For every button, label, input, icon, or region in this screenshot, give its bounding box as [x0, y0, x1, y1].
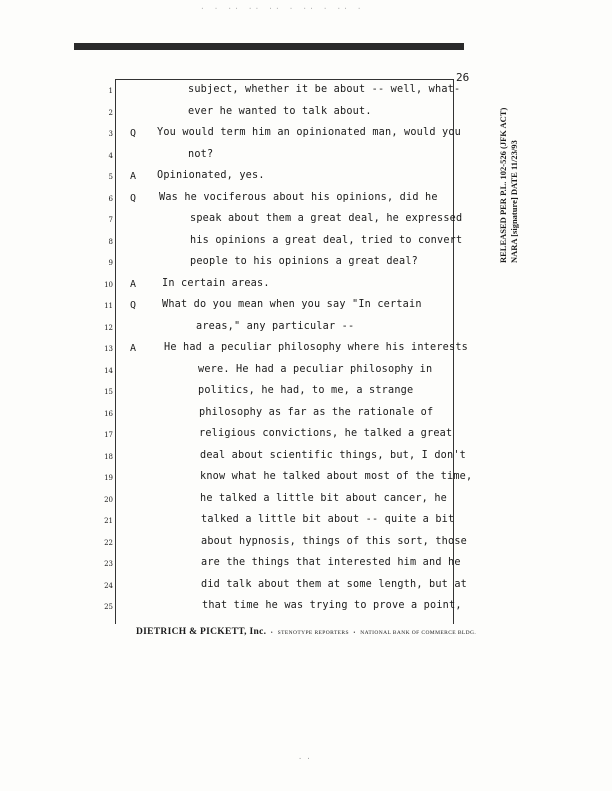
- line-number: 17: [104, 431, 113, 439]
- line-number: 8: [108, 237, 113, 246]
- line-text: he talked a little bit about cancer, he: [200, 492, 448, 504]
- line-text: In certain areas.: [162, 277, 270, 289]
- line-number: 2: [108, 108, 113, 117]
- stamp-line-1: RELEASED PER P.L. 102-526 (JFK ACT): [498, 107, 508, 263]
- footer-bullet-1: •: [270, 630, 274, 636]
- page-number: 26: [456, 71, 470, 84]
- line-number: 22: [104, 538, 113, 547]
- transcript-line: [0, 577, 612, 597]
- line-number: 16: [104, 409, 113, 418]
- footer-reporters: STENOTYPE REPORTERS: [277, 630, 349, 636]
- line-text: talked a little bit about -- quite a bit: [201, 514, 455, 525]
- transcript-line: [0, 362, 612, 382]
- line-text: Was he vociferous about his opinions, did he: [159, 191, 438, 203]
- line-text: people to his opinions a great deal?: [190, 256, 419, 267]
- speaker-label: Q: [130, 300, 137, 311]
- line-number: 10: [104, 280, 113, 289]
- line-text: did talk about them at some length, but at: [201, 578, 468, 590]
- speaker-label: Q: [130, 128, 137, 139]
- speaker-label: Q: [130, 192, 137, 204]
- line-number: 9: [108, 259, 113, 267]
- line-number: 14: [104, 366, 113, 375]
- line-number: 3: [108, 130, 113, 138]
- transcript-line: [0, 534, 612, 554]
- transcript-line: [0, 598, 612, 618]
- bottom-marks: · ·: [298, 755, 311, 763]
- transcript-line: [0, 448, 612, 468]
- line-text: Opinionated, yes.: [157, 170, 265, 181]
- line-number: 18: [104, 452, 113, 461]
- line-text: areas," any particular --: [196, 320, 355, 332]
- firm-name: DIETRICH & PICKETT, Inc.: [136, 627, 267, 637]
- footer-bullet-2: •: [353, 630, 356, 636]
- line-number: 5: [108, 173, 113, 181]
- transcript-line: [0, 512, 612, 532]
- line-number: 13: [104, 345, 113, 353]
- stamp-line-2: NARA [signature] DATE 11/23/93: [509, 140, 519, 263]
- line-text: subject, whether it be about -- well, what-: [188, 84, 461, 95]
- line-text: know what he talked about most of the time,: [200, 471, 473, 482]
- line-number: 11: [104, 302, 113, 310]
- line-number: 25: [104, 603, 113, 611]
- line-number: 15: [104, 388, 113, 396]
- line-text: were. He had a peculiar philosophy in: [198, 363, 433, 375]
- line-text: You would term him an opinionated man, would you: [157, 127, 462, 138]
- transcript-line: [0, 340, 612, 360]
- line-number: 23: [104, 560, 113, 568]
- line-number: 6: [108, 194, 113, 203]
- line-text: politics, he had, to me, a strange: [198, 385, 414, 396]
- line-text: about hypnosis, things of this sort, those: [201, 535, 468, 547]
- line-number: 1: [108, 87, 113, 95]
- speaker-label: A: [130, 343, 137, 354]
- top-smudge: · · ·· ·· ·· · ·· · ·· ·: [200, 4, 364, 13]
- line-text: He had a peculiar philosophy where his interests: [164, 342, 469, 353]
- line-text: What do you mean when you say "In certain: [162, 299, 422, 310]
- transcript-line: [0, 383, 612, 403]
- line-text: religious convictions, he talked a great: [199, 428, 453, 439]
- line-number: 20: [104, 495, 113, 504]
- transcript-line: [0, 297, 612, 317]
- line-text: that time he was trying to prove a point,: [202, 600, 462, 611]
- line-number: 7: [108, 216, 113, 224]
- transcript-line: [0, 491, 612, 511]
- transcript-line: [0, 405, 612, 425]
- line-text: are the things that interested him and he: [201, 557, 461, 568]
- transcript-line: [0, 319, 612, 339]
- release-stamp: [498, 68, 528, 278]
- transcript-line: [0, 276, 612, 296]
- speaker-label: A: [130, 171, 137, 182]
- line-text: ever he wanted to talk about.: [188, 105, 372, 117]
- footer-bank: NATIONAL BANK OF COMMERCE BLDG.: [360, 630, 477, 636]
- reporter-footer: [136, 626, 476, 637]
- line-text: not?: [188, 148, 214, 160]
- line-number: 12: [104, 323, 113, 332]
- line-text: deal about scientific things, but, I don't: [200, 449, 467, 461]
- line-text: his opinions a great deal, tried to convert: [190, 234, 463, 246]
- line-number: 4: [108, 151, 113, 160]
- line-text: speak about them a great deal, he expressed: [190, 213, 463, 224]
- line-number: 21: [104, 517, 113, 525]
- transcript-line: [0, 426, 612, 446]
- transcript-line: [0, 555, 612, 575]
- header-rule: [74, 43, 464, 50]
- line-number: 19: [104, 474, 113, 482]
- line-number: 24: [104, 581, 113, 590]
- line-text: philosophy as far as the rationale of: [199, 406, 434, 418]
- transcript-line: [0, 469, 612, 489]
- speaker-label: A: [130, 278, 137, 290]
